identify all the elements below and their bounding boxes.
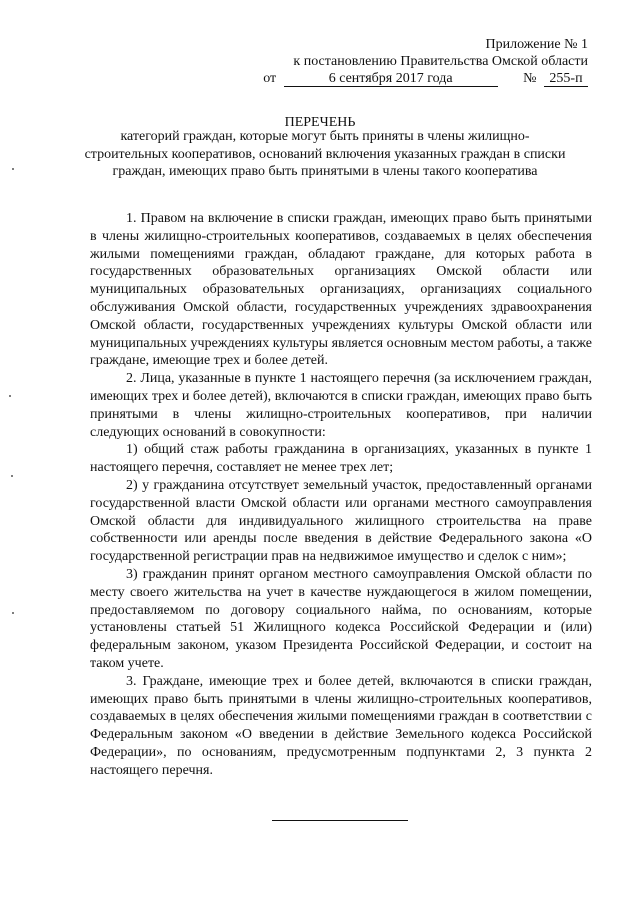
document-title: ПЕРЕЧЕНЬ	[284, 115, 356, 130]
resolution-line: к постановлению Правительства Омской области	[293, 54, 588, 69]
appendix-header	[263, 36, 588, 87]
scan-speck	[12, 612, 14, 614]
paragraph: 1) общий стаж работы гражданина в организациях, указанных в пункте 1 настоящего перечня, составляет не менее трех лет;	[90, 442, 592, 476]
closing-rule	[272, 820, 408, 821]
paragraph: 1. Правом на включение в списки граждан, имеющих право быть принятыми в члены жилищно-строительных кооперативов, создаваемых в целях обеспечения жилыми помещениями граждан, обладают граждане, для которых работа в государственных образовательных организациях Омской области или муниципальных образовательных организациях, организациях социального обслуживания Омской области, государственных учреждениях здравоохранения Омской области, государственных учреждениях культуры Омской области или муниципальных учреждениях культуры является основным местом работы, а также граждане, имеющие трех и более детей.	[90, 211, 592, 369]
scan-speck	[11, 475, 13, 477]
document-body	[90, 210, 592, 780]
scan-speck	[12, 168, 14, 170]
number-label: №	[523, 71, 537, 86]
document-subtitle: категорий граждан, которые могут быть приняты в члены жилищно-строительных кооперативов, оснований включения указанных граждан в списки граждан, имеющих право быть принятыми в члены такого кооператива	[84, 129, 566, 179]
scan-speck	[9, 395, 11, 397]
resolution-date: 6 сентября 2017 года	[284, 71, 498, 87]
paragraph: 3) гражданин принят органом местного самоуправления Омской области по месту своего жительства на учет в качестве нуждающегося в жилом помещении, предоставляемом по договору социального найма, по основаниям, которые установлены статьей 51 Жилищного кодекса Российской Федерации и (или) федеральным законом, указом Президента Российской Федерации, и состоит на таком учете.	[90, 566, 592, 671]
resolution-date-number-line	[263, 70, 588, 87]
from-label: от	[263, 71, 277, 86]
paragraph: 2. Лица, указанные в пункте 1 настоящего перечня (за исключением граждан, имеющих трех и более детей), включаются в списки граждан, имеющих право быть принятыми в члены жилищно-строительных кооперативов, при наличии следующих оснований в совокупности:	[90, 371, 592, 440]
paragraph: 3. Граждане, имеющие трех и более детей, включаются в списки граждан, имеющих право быть принятыми в члены жилищно-строительных кооперативов, создаваемых в целях обеспечения жилыми помещениями граждан в соответствии с Федеральным законом «О введении в действие Земельного кодекса Российской Федерации», по основаниям, предусмотренным подпунктами 2, 3 пункта 2 настоящего перечня.	[90, 673, 592, 778]
resolution-number: 255-п	[544, 71, 588, 87]
appendix-label: Приложение № 1	[485, 37, 588, 52]
paragraph: 2) у гражданина отсутствует земельный участок, предоставленный органами государственной власти Омской области или органами местного самоуправления Омской области для индивидуального жилищного строительства на праве собственности или аренды после введения в действие Федерального закона «О государственной регистрации прав на недвижимое имущество и сделок с ним»;	[90, 477, 592, 565]
